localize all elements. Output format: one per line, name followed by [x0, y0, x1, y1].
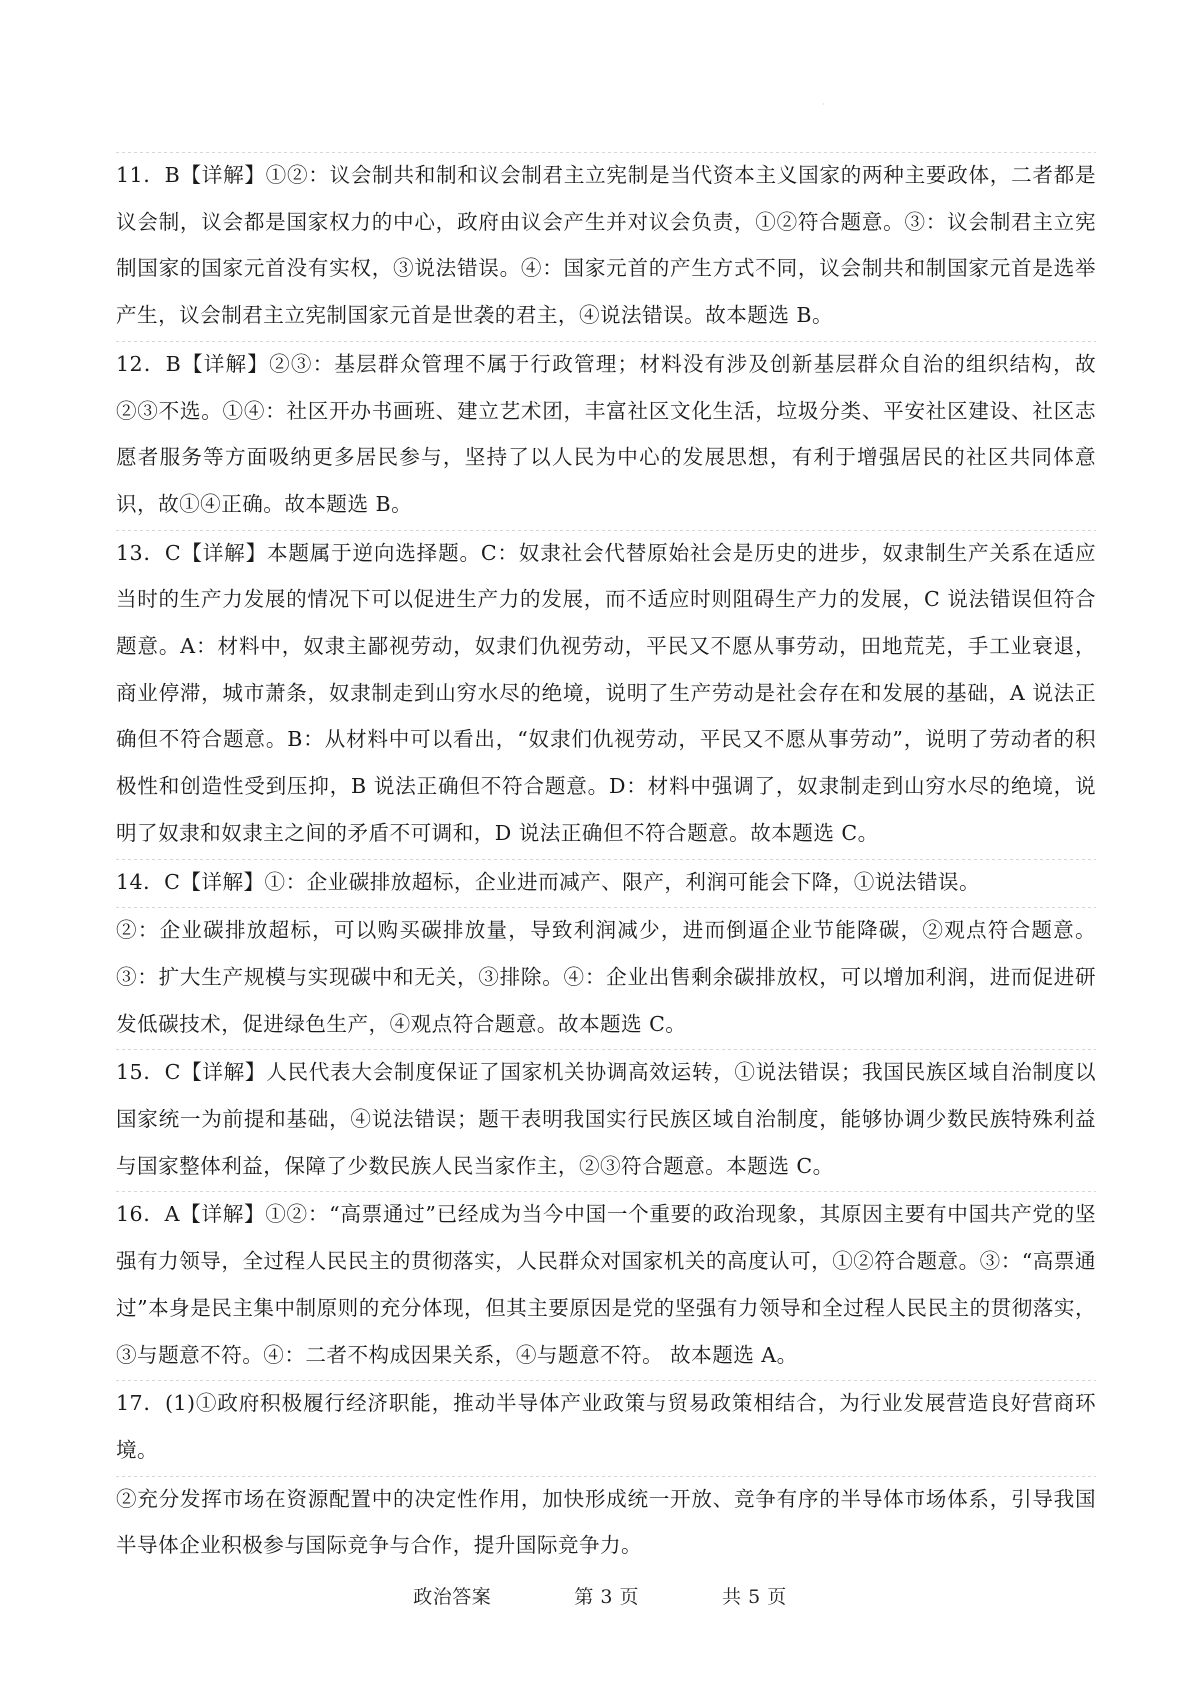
- answer-13: 13．C【详解】本题属于逆向选择题。C：奴隶社会代替原始社会是历史的进步，奴隶制生产关系在适应当时的生产力发展的情况下可以促进生产力的发展，而不适应时则阻碍生产力的发展，C 说法错误但符合题意。A：材料中，奴隶主鄙视劳动，奴隶们仇视劳动，平民又不愿从事劳动，田地荒芜，手工业衰退，商业停滞，城市萧条，奴隶制走到山穷水尽的绝境，说明了生产劳动是社会存在和发展的基础，A 说法正确但不符合题意。B：从材料中可以看出，“奴隶们仇视劳动，平民又不愿从事劳动”，说明了劳动者的积极性和创造性受到压抑，B 说法正确但不符合题意。D：材料中强调了，奴隶制走到山穷水尽的绝境，说明了奴隶和奴隶主之间的矛盾不可调和，D 说法正确但不符合题意。故本题选 C。: [116, 530, 1096, 857]
- answer-content: [116, 152, 1096, 1571]
- answer-14-part1: 14．C【详解】①：企业碳排放超标，企业进而减产、限产，利润可能会下降，①说法错误。: [116, 859, 1096, 906]
- answer-14-part2: ②：企业碳排放超标，可以购买碳排放量，导致利润减少，进而倒逼企业节能降碳，②观点符合题意。③：扩大生产规模与实现碳中和无关，③排除。④：企业出售剩余碳排放权，可以增加利润，进而促进研发低碳技术，促进绿色生产，④观点符合题意。故本题选 C。: [116, 907, 1096, 1047]
- answer-12: 12．B【详解】②③：基层群众管理不属于行政管理；材料没有涉及创新基层群众自治的组织结构，故②③不选。①④：社区开办书画班、建立艺术团，丰富社区文化生活，垃圾分类、平安社区建设、社区志愿者服务等方面吸纳更多居民参与，坚持了以人民为中心的发展思想，有利于增强居民的社区共同体意识，故①④正确。故本题选 B。: [116, 341, 1096, 528]
- footer-page-current: 第 3 页: [574, 1586, 639, 1608]
- answer-17-part2: ②充分发挥市场在资源配置中的决定性作用，加快形成统一开放、竞争有序的半导体市场体系，引导我国半导体企业积极参与国际竞争与合作，提升国际竞争力。: [116, 1476, 1096, 1569]
- footer-page-total: 共 5 页: [722, 1586, 787, 1608]
- scan-mark: ·: [822, 100, 825, 109]
- answer-11: 11．B【详解】①②：议会制共和制和议会制君主立宪制是当代资本主义国家的两种主要政体，二者都是议会制，议会都是国家权力的中心，政府由议会产生并对议会负责，①②符合题意。③：议会制君主立宪制国家的国家元首没有实权，③说法错误。④：国家元首的产生方式不同，议会制共和制国家元首是选举产生，议会制君主立宪制国家元首是世袭的君主，④说法错误。故本题选 B。: [116, 152, 1096, 339]
- answer-16: 16．A【详解】①②：“高票通过”已经成为当今中国一个重要的政治现象，其原因主要有中国共产党的坚强有力领导，全过程人民民主的贯彻落实，人民群众对国家机关的高度认可，①②符合题意。③：“高票通过”本身是民主集中制原则的充分体现，但其主要原因是党的坚强有力领导和全过程人民民主的贯彻落实，③与题意不符。④：二者不构成因果关系，④与题意不符。 故本题选 A。: [116, 1191, 1096, 1378]
- answer-17-part1: 17．(1)①政府积极履行经济职能，推动半导体产业政策与贸易政策相结合，为行业发展营造良好营商环境。: [116, 1380, 1096, 1473]
- answer-15: 15．C【详解】人民代表大会制度保证了国家机关协调高效运转，①说法错误；我国民族区域自治制度以国家统一为前提和基础，④说法错误；题干表明我国实行民族区域自治制度，能够协调少数民族特殊利益与国家整体利益，保障了少数民族人民当家作主，②③符合题意。本题选 C。: [116, 1049, 1096, 1189]
- footer-subject: 政治答案: [413, 1586, 492, 1608]
- page-footer: [0, 1582, 1200, 1609]
